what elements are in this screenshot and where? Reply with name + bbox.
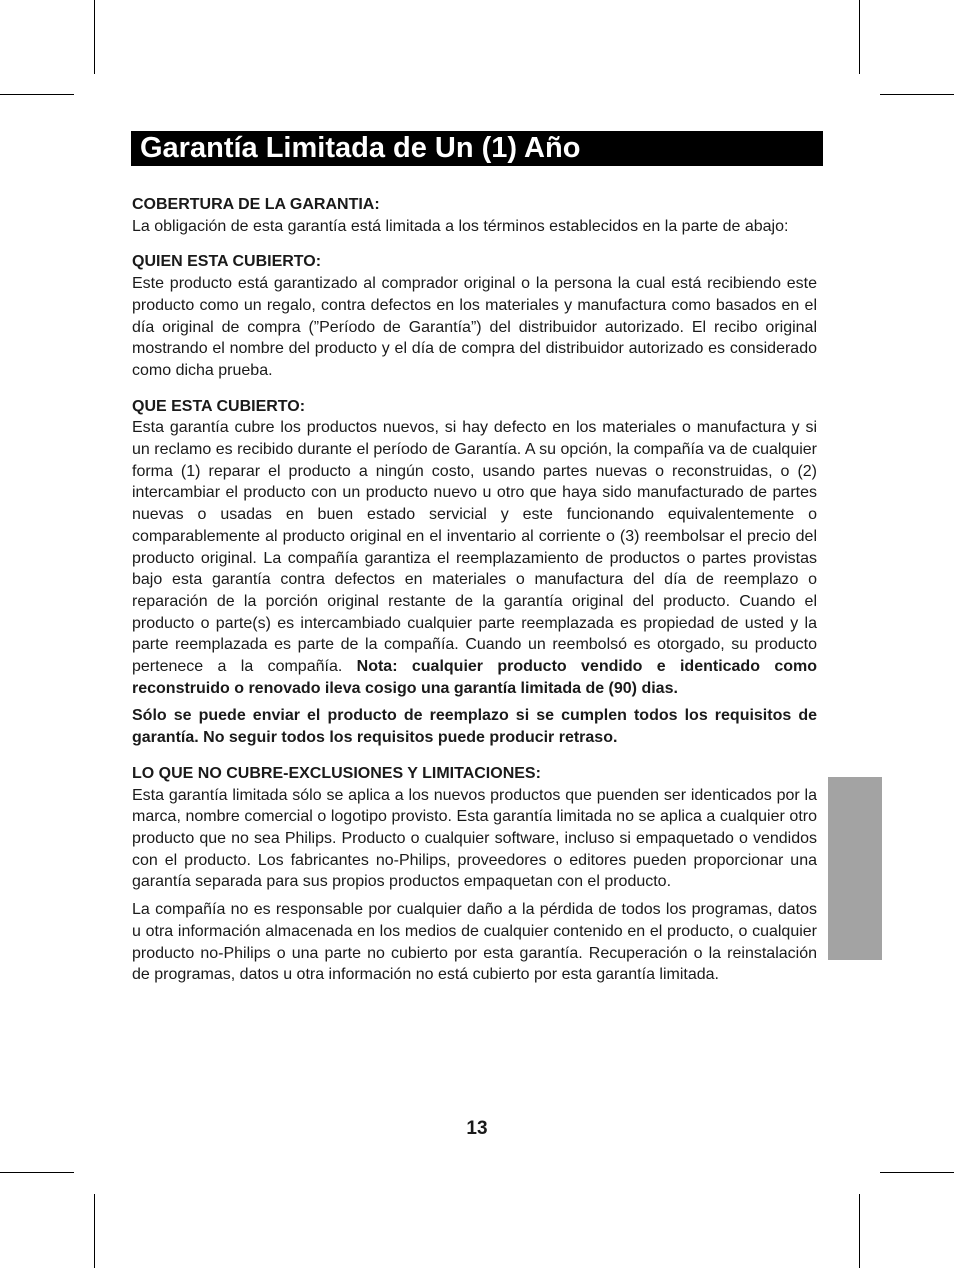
requirements-note: Sólo se puede enviar el producto de reemplazo si se cumplen todos los requisitos de garantía. No seguir todos los requisitos puede producir retraso. [132, 707, 817, 747]
note-text: Nota: cualquier producto vendido e identicado como reconstruido o renovado ileva cosigo una garantía limitada de (90) dias. [132, 658, 817, 697]
section-body-with-note [132, 417, 817, 699]
crop-mark [880, 1172, 954, 1173]
crop-mark [880, 94, 954, 95]
section-heading: QUE ESTA CUBIERTO: [132, 397, 306, 415]
crop-mark [0, 1172, 74, 1173]
crop-mark [859, 0, 860, 74]
section-body-2: La compañía no es responsable por cualquier daño a la pérdida de todos los programas, datos u otra información almacenada en los medios de cualquier contenido en el producto, o cualquier producto no-Philips o una parte no cubierto por esta garantía. Recuperación o la reinstalación de programas, datos u otra información no está cubierto por esta garantía limitada. [132, 901, 817, 984]
section-what-is-covered [132, 396, 817, 749]
warranty-content [132, 194, 817, 1000]
section-body: Esta garantía limitada sólo se aplica a los nuevos productos que puenden ser identicados por la marca, nombre comercial o logotipo provisto. Esta garantía limitada no se aplica a cualquier otro producto que no sea Philips. Producto o cualquier software, incluso si empaquetado o vendidos con el producto. Los fabricantes no-Philips, proveedores o editores pueden proporcionar una garantía separada para sus propios productos empaquetan con el producto. [132, 786, 817, 891]
crop-mark [94, 1194, 95, 1268]
section-heading: QUIEN ESTA CUBIERTO: [132, 253, 322, 271]
side-language-tab [828, 777, 882, 960]
section-body: Este producto está garantizado al comprador original o la persona la cual está recibiendo este producto como un regalo, contra defectos en los materiales y manufactura como basados en el día original de compra (”Período de Garantía”) del distribuidor autorizado. El recibo original mostrando el nombre del producto y el día de compra del distribuidor autorizado es considerado como dicha prueba. [132, 275, 817, 379]
crop-mark [859, 1194, 860, 1268]
section-exclusions [132, 763, 817, 986]
crop-mark [0, 94, 74, 95]
section-coverage [132, 194, 817, 237]
section-heading: LO QUE NO CUBRE-EXCLUSIONES Y LIMITACIONES: [132, 764, 541, 782]
section-body: La obligación de esta garantía está limitada a los términos establecidos en la parte de abajo: [132, 217, 789, 235]
section-body: Esta garantía cubre los productos nuevos, si hay defecto en los materiales o manufactura y si un reclamo es recibido durante el período de Garantía. A su opción, la compañía va de cualquier forma (1) reparar el producto a ningún costo, usando partes nuevas o reconstruidas, o (2) intercambiar el producto con un producto nuevo u otro que haya sido manufacturado de partes nuevas o usadas en buen estado servicial y este funcionando equivalentemente o comparablemente al producto original en el inventario al corriente o (3) reembolsar el precio del producto original. La compañía garantiza el reemplazamiento de productos o partes provistas bajo esta garantía contra defectos en materiales o manufactura del día de reemplazo o reparación de la porción original restante de la garantía original del producto. Cuando el producto o parte(s) es intercambiado cualquier parte reemplazada es propiedad de usted y la parte reemplazada es parte de la compañía. Cuando un reembolsó es otorgado, su producto pertenece a la compañía. [132, 419, 817, 676]
section-who-is-covered [132, 251, 817, 381]
page-title: Garantía Limitada de Un (1) Año [131, 131, 823, 166]
section-heading: COBERTURA DE LA GARANTIA: [132, 196, 380, 213]
crop-mark [94, 0, 95, 74]
page-number: 13 [466, 1118, 488, 1139]
